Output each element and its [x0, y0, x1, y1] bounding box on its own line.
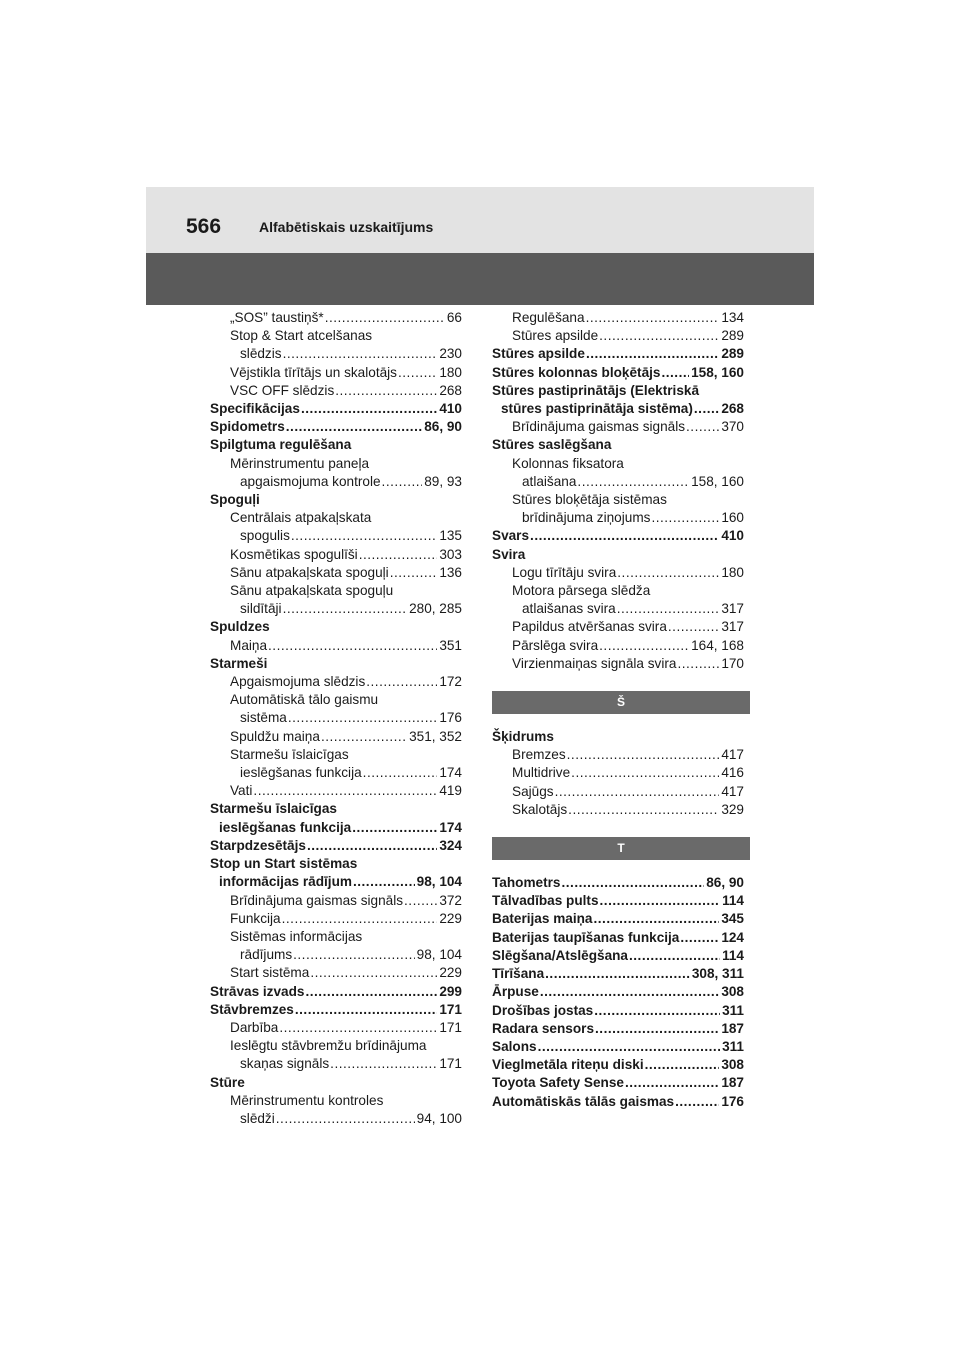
page-ref: 280, 285 [409, 601, 462, 617]
page-ref: 176 [439, 710, 462, 726]
page-ref: 114 [722, 893, 744, 909]
entry-text: Spoguļi [210, 492, 260, 508]
page-ref: 187 [721, 1075, 744, 1091]
page-ref: 317 [721, 619, 744, 635]
index-subentry [210, 309, 462, 327]
entry-text: Tīrīšana [492, 966, 545, 982]
entry-text: Baterijas taupīšanas funkcija [492, 929, 680, 945]
index-subentry [210, 910, 462, 928]
page-ref: 229 [439, 965, 462, 981]
page-ref: 187 [721, 1020, 744, 1036]
page-ref: 289 [721, 328, 744, 344]
entry-text: Svira [492, 546, 526, 562]
index-subentry [492, 655, 744, 673]
section-header-s: Š [492, 691, 750, 714]
entry-text: Stūres pastiprinātājs (Elektriskā [492, 382, 700, 398]
page-ref: 158, 160 [691, 473, 744, 489]
entry-continuation: sistēma [240, 710, 287, 726]
entry-text: Stūres saslēgšana [492, 437, 612, 453]
entry-text: Funkcija [230, 910, 281, 926]
index-entry [492, 364, 744, 382]
index-subentry [210, 382, 462, 400]
index-group-s-continued [492, 309, 744, 673]
entry-text: Stop un Start sistēmas [210, 856, 358, 872]
leader-dots [680, 929, 719, 947]
index-entry [210, 400, 462, 418]
page-ref: 410 [721, 528, 744, 544]
leader-dots [625, 1074, 719, 1092]
index-subentry [492, 491, 744, 527]
leader-dots [530, 527, 719, 545]
index-group-sh [492, 728, 744, 819]
index-entry [210, 1001, 462, 1019]
page-ref: 180 [721, 564, 744, 580]
entry-continuation: rādījums [240, 947, 293, 963]
page-ref: 329 [721, 801, 744, 817]
entry-text: Slēgšana/Atslēgšana [492, 947, 628, 963]
leader-dots [359, 546, 438, 564]
entry-text: Sajūgs [512, 783, 554, 799]
leader-dots [571, 764, 719, 782]
page-ref: 86, 90 [424, 419, 462, 435]
leader-dots [301, 400, 437, 418]
entry-text: Starmešu īslaicīgas [210, 801, 337, 817]
page-ref: 311 [722, 1002, 744, 1018]
entry-text: Maiņa [230, 637, 268, 653]
entry-continuation: spogulis [240, 528, 290, 544]
page-ref: 410 [439, 401, 462, 417]
leader-dots [390, 564, 438, 582]
entry-text: „SOS” taustiņš* [230, 310, 324, 325]
index-entry [210, 983, 462, 1001]
page-ref: 303 [439, 546, 462, 562]
index-entry [492, 910, 744, 928]
index-subentry [210, 746, 462, 782]
leader-dots [253, 782, 437, 800]
leader-dots [307, 837, 437, 855]
entry-text: Darbība [230, 1019, 279, 1035]
page-ref: 171 [439, 1056, 462, 1072]
index-subentry [210, 728, 462, 746]
entry-text: Sānu atpakaļskata spoguļu [230, 583, 394, 599]
leader-dots [567, 746, 720, 764]
page-ref: 171 [439, 1019, 462, 1035]
entry-text: Virzienmaiņas signāla svira [512, 655, 677, 671]
entry-continuation: slēdži [240, 1110, 275, 1126]
leader-dots [617, 564, 719, 582]
entry-continuation: skaņas signāls [240, 1056, 330, 1072]
entry-text: Vējstikla tīrītājs un skalotājs [230, 364, 397, 380]
index-subentry [492, 764, 744, 782]
page-title: Alfabētiskais uzskaitījums [259, 219, 434, 235]
leader-dots [353, 873, 415, 891]
index-subentry [492, 309, 744, 327]
leader-dots [645, 1056, 720, 1074]
leader-dots [545, 965, 690, 983]
page-ref: 311 [722, 1038, 744, 1054]
index-entry [492, 874, 744, 892]
index-entry [492, 345, 744, 363]
leader-dots [276, 1110, 415, 1128]
index-entry [492, 892, 744, 910]
page-ref: 89, 93 [424, 473, 462, 489]
entry-text: Logu tīrītāju svira [512, 564, 617, 580]
index-subentry [210, 582, 462, 618]
leader-dots [555, 783, 720, 801]
entry-continuation: ieslēgšanas funkcija [219, 819, 352, 835]
leader-dots [382, 473, 423, 491]
leader-dots [686, 418, 719, 436]
entry-text: Tahometrs [492, 875, 561, 891]
entry-text: Radara sensors [492, 1020, 595, 1036]
entry-text: Apgaismojuma slēdzis [230, 674, 366, 690]
page-ref: 160 [721, 510, 744, 526]
leader-dots [562, 874, 705, 892]
page-ref: 170 [721, 655, 744, 671]
leader-dots [398, 364, 437, 382]
leader-dots [283, 345, 438, 363]
page-ref: 229 [439, 910, 462, 926]
page-ref: 416 [721, 765, 744, 781]
page-ref: 114 [722, 947, 744, 963]
entry-text: Kolonnas fiksatora [512, 455, 624, 471]
index-subentry [492, 455, 744, 491]
leader-dots [595, 1020, 719, 1038]
entry-text: Toyota Safety Sense [492, 1075, 624, 1091]
entry-text: Ieslēgtu stāvbremžu brīdinājuma [230, 1038, 427, 1054]
entry-text: Strāvas izvads [210, 983, 305, 999]
index-column-right [492, 309, 744, 1111]
page-ref: 417 [721, 747, 744, 763]
index-entry [210, 855, 462, 891]
page-number: 566 [186, 215, 222, 238]
entry-text: Stūres apsilde [492, 346, 585, 362]
index-subentry [210, 1037, 462, 1073]
page-ref: 370 [721, 419, 744, 435]
index-entry [210, 436, 462, 454]
entry-text: Skalotājs [512, 801, 568, 817]
index-subentry [492, 618, 744, 636]
header-band [146, 253, 814, 305]
leader-dots [617, 600, 720, 618]
index-subentry [210, 691, 462, 727]
leader-dots [305, 983, 437, 1001]
leader-dots [404, 892, 437, 910]
leader-dots [288, 709, 437, 727]
page-ref: 308 [721, 984, 744, 1000]
page-ref: 66 [446, 310, 462, 325]
entry-text: Spilgtuma regulēšana [210, 437, 352, 453]
page-ref: 324 [439, 837, 462, 853]
index-entry [210, 491, 462, 509]
entry-text: Starmešu īslaicīgas [230, 746, 349, 762]
leader-dots [325, 309, 445, 327]
index-subentry [210, 1019, 462, 1037]
leader-dots [586, 309, 720, 327]
leader-dots [629, 947, 720, 965]
entry-text: Spuldzes [210, 619, 270, 635]
page-ref: 351 [439, 637, 462, 653]
index-group-t [492, 874, 744, 1111]
entry-continuation: atlaišana [522, 473, 577, 489]
page-ref: 174 [439, 819, 462, 835]
entry-text: Stop & Start atcelšanas [230, 328, 373, 344]
entry-text: Bremzes [512, 747, 566, 763]
index-subentry [210, 327, 462, 363]
index-entry [492, 546, 744, 564]
leader-dots [586, 345, 719, 363]
page-ref: 86, 90 [706, 875, 744, 891]
page-ref: 158, 160 [691, 364, 744, 380]
index-subentry [492, 564, 744, 582]
page-ref: 98, 104 [416, 874, 462, 890]
page-ref: 176 [721, 1093, 744, 1109]
entry-text: Centrālais atpakaļskata [230, 510, 372, 526]
entry-text: Vieglmetāla riteņu diski [492, 1057, 644, 1073]
entry-text: Ārpuse [492, 984, 539, 1000]
page-ref: 289 [721, 346, 744, 362]
leader-dots [577, 473, 689, 491]
index-subentry [492, 801, 744, 819]
page-ref: 174 [439, 765, 462, 781]
page-ref: 317 [721, 601, 744, 617]
page-ref: 164, 168 [691, 637, 744, 653]
index-entry [492, 382, 744, 418]
entry-continuation: atlaišanas svira [522, 601, 616, 617]
entry-continuation: sildītāji [240, 601, 282, 617]
entry-text: Vati [230, 783, 253, 799]
entry-continuation: brīdinājuma ziņojums [522, 510, 651, 526]
index-entry [492, 947, 744, 965]
entry-text: Stāvbremzes [210, 1001, 294, 1017]
entry-text: Drošības jostas [492, 1002, 594, 1018]
index-subentry [210, 964, 462, 982]
leader-dots [694, 400, 719, 418]
index-entry [492, 1093, 744, 1111]
leader-dots [661, 364, 689, 382]
entry-text: Svars [492, 528, 530, 544]
entry-continuation: stūres pastiprinātāja sistēma) [501, 401, 693, 417]
leader-dots [540, 983, 719, 1001]
leader-dots [594, 910, 720, 928]
entry-text: Multidrive [512, 765, 571, 781]
entry-text: Papildus atvēršanas svira [512, 619, 667, 635]
index-subentry [210, 564, 462, 582]
entry-text: Starpdzesētājs [210, 837, 306, 853]
index-entry [492, 1020, 744, 1038]
entry-text: Mērinstrumentu kontroles [230, 1092, 384, 1108]
page-ref: 308, 311 [691, 966, 744, 982]
leader-dots [668, 618, 719, 636]
leader-dots [279, 1019, 437, 1037]
leader-dots [600, 892, 721, 910]
section-header-t: T [492, 837, 750, 860]
page-ref: 372 [439, 892, 462, 908]
entry-text: Kosmētikas spogulīši [230, 546, 358, 562]
entry-text: Spidometrs [210, 419, 285, 435]
leader-dots [268, 637, 437, 655]
page-ref: 417 [721, 783, 744, 799]
page-ref: 171 [439, 1001, 462, 1017]
index-subentry [492, 327, 744, 345]
index-entry [492, 728, 744, 746]
leader-dots [291, 527, 437, 545]
entry-text: Regulēšana [512, 310, 585, 325]
entry-text: Specifikācijas [210, 401, 300, 417]
leader-dots [568, 801, 719, 819]
leader-dots [366, 673, 437, 691]
leader-dots [283, 600, 408, 618]
entry-text: Automātiskā tālo gaismu [230, 692, 379, 708]
index-subentry [210, 928, 462, 964]
index-entry [492, 1038, 744, 1056]
entry-text: Automātiskās tālās gaismas [492, 1093, 675, 1109]
page-ref: 94, 100 [416, 1110, 462, 1126]
index-subentry [210, 892, 462, 910]
entry-text: Stūres bloķētāja sistēmas [512, 492, 667, 508]
entry-text: Tālvadības pults [492, 893, 599, 909]
index-subentry [210, 546, 462, 564]
entry-text: Stūres apsilde [512, 328, 599, 344]
index-subentry [210, 455, 462, 491]
entry-text: VSC OFF slēdzis [230, 382, 335, 398]
index-subentry [492, 418, 744, 436]
entry-text: Start sistēma [230, 965, 310, 981]
index-entry [492, 983, 744, 1001]
page-ref: 180 [439, 364, 462, 380]
leader-dots [599, 327, 719, 345]
page-ref: 268 [439, 382, 462, 398]
page-ref: 351, 352 [409, 728, 462, 744]
page-ref: 268 [721, 401, 744, 417]
entry-text: Stūres kolonnas bloķētājs [492, 364, 661, 380]
leader-dots [330, 1055, 437, 1073]
leader-dots [651, 509, 719, 527]
index-entry [492, 1056, 744, 1074]
page-ref: 230 [439, 346, 462, 362]
leader-dots [363, 764, 438, 782]
entry-text: Brīdinājuma gaismas signāls [512, 419, 686, 435]
page-ref: 299 [439, 983, 462, 999]
index-entry [492, 965, 744, 983]
leader-dots [295, 1001, 437, 1019]
entry-text: Starmeši [210, 655, 268, 671]
entry-continuation: apgaismojuma kontrole [240, 473, 381, 489]
index-entry [210, 418, 462, 436]
entry-continuation: ieslēgšanas funkcija [240, 765, 362, 781]
leader-dots [594, 1002, 720, 1020]
index-entry [492, 436, 744, 454]
index-entry [492, 1002, 744, 1020]
index-subentry [492, 582, 744, 618]
page-ref: 134 [721, 310, 744, 325]
index-subentry [492, 637, 744, 655]
entry-text: Salons [492, 1038, 537, 1054]
index-entry [210, 655, 462, 673]
page-ref: 124 [721, 929, 744, 945]
entry-text: Pārslēga svira [512, 637, 599, 653]
index-subentry [492, 783, 744, 801]
leader-dots [599, 637, 689, 655]
index-entry [210, 837, 462, 855]
entry-continuation: slēdzis [240, 346, 282, 362]
page-ref: 308 [721, 1057, 744, 1073]
page-ref: 136 [439, 564, 462, 580]
leader-dots [677, 655, 719, 673]
page-ref: 345 [721, 911, 744, 927]
index-subentry [492, 746, 744, 764]
index-subentry [210, 509, 462, 545]
leader-dots [321, 728, 407, 746]
index-column-left [210, 309, 462, 1128]
entry-text: Sānu atpakaļskata spoguļi [230, 564, 389, 580]
entry-text: Sistēmas informācijas [230, 928, 363, 944]
index-entry [492, 929, 744, 947]
leader-dots [352, 819, 437, 837]
page-ref: 172 [439, 674, 462, 690]
index-entry [210, 618, 462, 636]
leader-dots [335, 382, 437, 400]
index-subentry [210, 1092, 462, 1128]
index-entry [210, 800, 462, 836]
page-ref: 135 [439, 528, 462, 544]
entry-text: Motora pārsega slēdža [512, 583, 651, 599]
entry-text: Mērinstrumentu paneļa [230, 455, 370, 471]
entry-continuation: informācijas rādījum [219, 874, 352, 890]
entry-text: Šķidrums [492, 729, 554, 745]
leader-dots [538, 1038, 720, 1056]
leader-dots [286, 418, 422, 436]
leader-dots [675, 1093, 719, 1111]
index-entry [492, 1074, 744, 1092]
entry-text: Stūre [210, 1074, 245, 1090]
entry-text: Spuldžu maiņa [230, 728, 320, 744]
index-entry [210, 1074, 462, 1092]
index-subentry [210, 364, 462, 382]
index-entry [492, 527, 744, 545]
leader-dots [293, 946, 415, 964]
leader-dots [282, 910, 438, 928]
page-ref: 98, 104 [416, 947, 462, 963]
leader-dots [310, 964, 437, 982]
entry-text: Baterijas maiņa [492, 911, 593, 927]
index-subentry [210, 673, 462, 691]
page-header [146, 187, 814, 253]
index-subentry [210, 637, 462, 655]
page-ref: 419 [439, 783, 462, 799]
entry-text: Brīdinājuma gaismas signāls [230, 892, 404, 908]
index-subentry [210, 782, 462, 800]
